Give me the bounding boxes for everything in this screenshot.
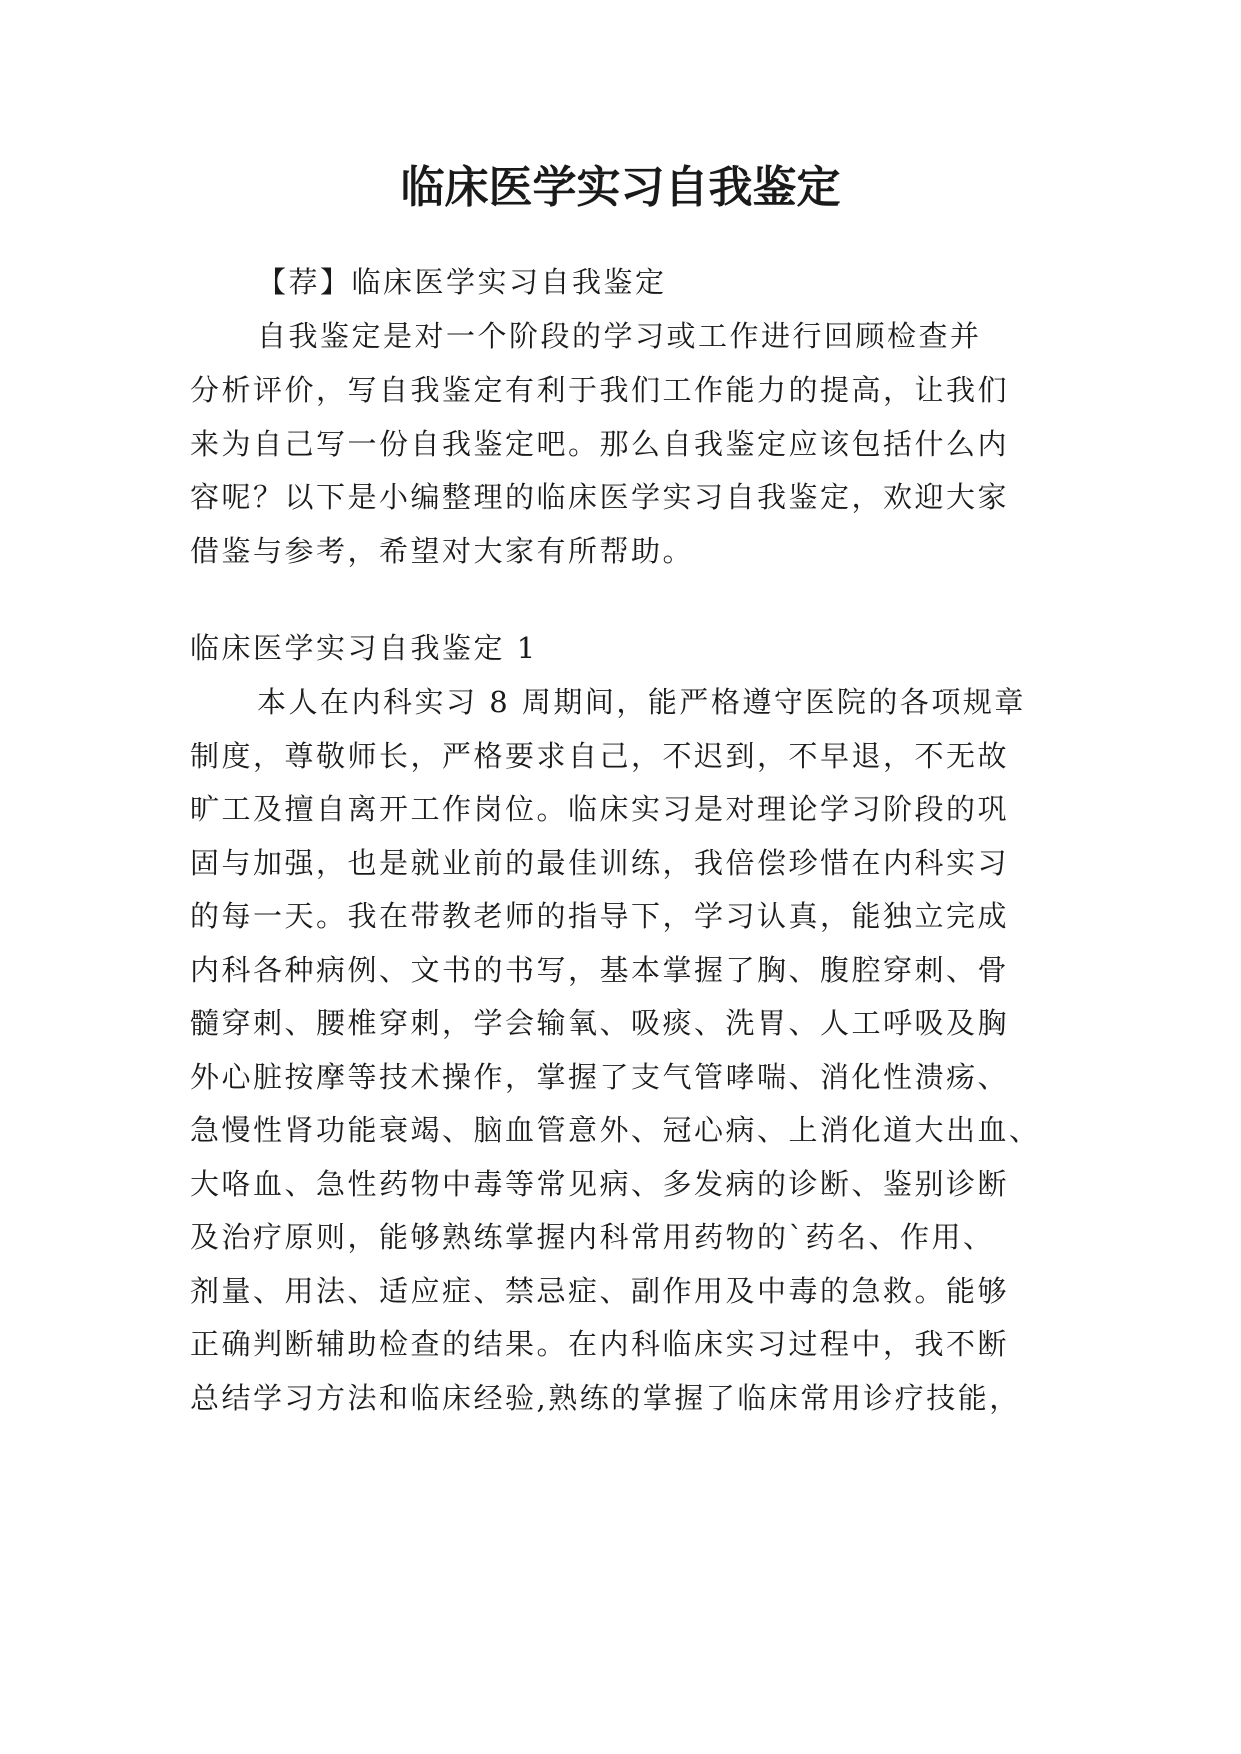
- intro-line: 容呢？以下是小编整理的临床医学实习自我鉴定，欢迎大家: [190, 480, 1010, 514]
- body-line: 髓穿刺、腰椎穿刺，学会输氧、吸痰、洗胃、人工呼吸及胸: [190, 1006, 1010, 1040]
- body-line: 正确判断辅助检查的结果。在内科临床实习过程中，我不断: [190, 1327, 1010, 1361]
- intro-line: 借鉴与参考，希望对大家有所帮助。: [190, 534, 695, 568]
- body-line: 本人在内科实习 8 周期间，能严格遵守医院的各项规章: [257, 685, 1026, 719]
- document-title: 临床医学实习自我鉴定: [400, 162, 841, 213]
- body-line: 总结学习方法和临床经验,熟练的掌握了临床常用诊疗技能，: [190, 1381, 1021, 1415]
- recommend-line: 【荐】临床医学实习自我鉴定: [257, 265, 667, 299]
- body-line: 及治疗原则，能够熟练掌握内科常用药物的`药名、作用、: [190, 1220, 995, 1254]
- body-line: 的每一天。我在带教老师的指导下，学习认真，能独立完成: [190, 899, 1010, 933]
- intro-line: 分析评价，写自我鉴定有利于我们工作能力的提高，让我们: [190, 373, 1010, 407]
- body-line: 外心脏按摩等技术操作，掌握了支气管哮喘、消化性溃疡、: [190, 1060, 1010, 1094]
- body-line: 旷工及擅自离开工作岗位。临床实习是对理论学习阶段的巩: [190, 792, 1010, 826]
- section-heading: 临床医学实习自我鉴定 1: [190, 631, 538, 665]
- body-line: 内科各种病例、文书的书写，基本掌握了胸、腹腔穿刺、骨: [190, 953, 1010, 987]
- body-line: 剂量、用法、适应症、禁忌症、副作用及中毒的急救。能够: [190, 1274, 1010, 1308]
- intro-line: 自我鉴定是对一个阶段的学习或工作进行回顾检查并: [257, 319, 982, 353]
- body-line: 制度，尊敬师长，严格要求自己，不迟到，不早退，不无故: [190, 739, 1010, 773]
- body-line: 急慢性肾功能衰竭、脑血管意外、冠心病、上消化道大出血、: [190, 1113, 1041, 1147]
- intro-line: 来为自己写一份自我鉴定吧。那么自我鉴定应该包括什么内: [190, 427, 1010, 461]
- body-line: 固与加强，也是就业前的最佳训练，我倍偿珍惜在内科实习: [190, 846, 1010, 880]
- body-line: 大咯血、急性药物中毒等常见病、多发病的诊断、鉴别诊断: [190, 1167, 1010, 1201]
